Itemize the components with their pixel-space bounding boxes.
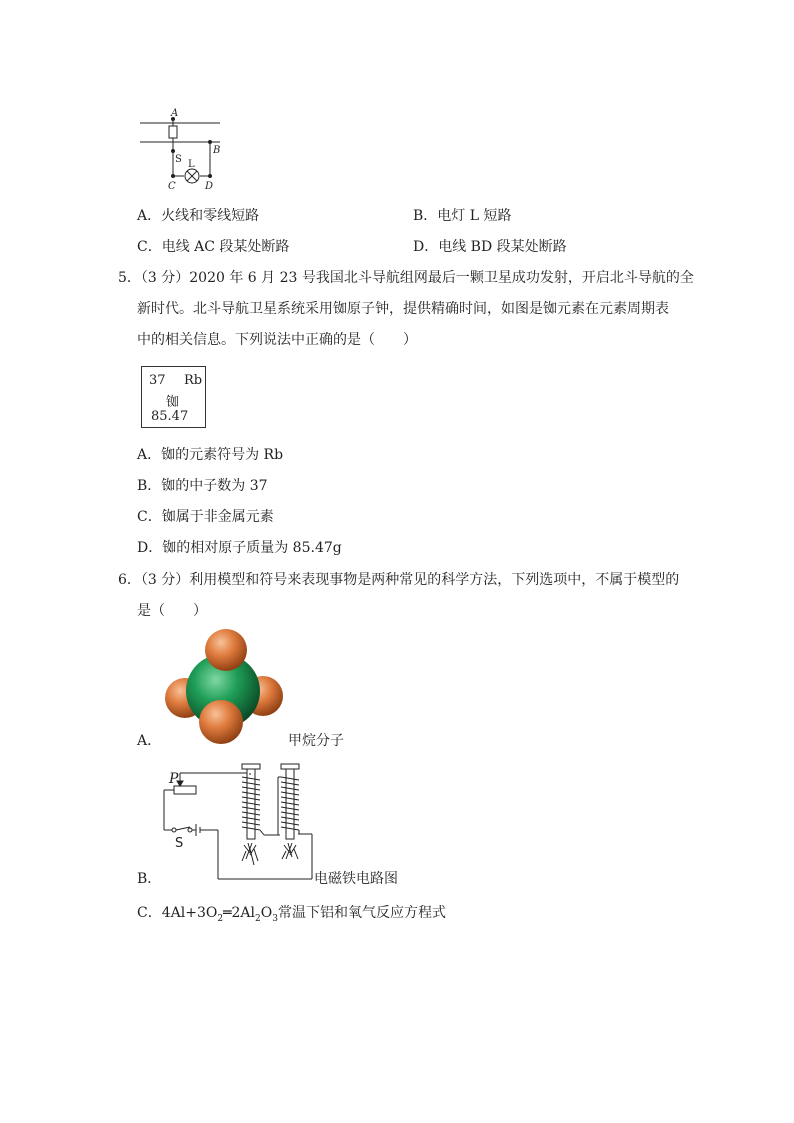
q5-option-d: D．铷的相对原子质量为 85.47g	[137, 540, 342, 556]
electromagnet-circuit-diagram	[160, 761, 320, 885]
switch-label: S	[175, 836, 184, 851]
q4-label-c: C	[168, 181, 176, 192]
q4-option-a: A．火线和零线短路	[137, 208, 260, 224]
equation-sub-1: 2	[217, 913, 224, 924]
q5-stem-line-2: 新时代。北斗导航卫星系统采用铷原子钟，提供精确时间，如图是铷元素在元素周期表	[137, 301, 669, 317]
rheostat-slider-label: P	[169, 771, 179, 787]
q4-label-d: D	[205, 181, 214, 192]
q4-label-s: S	[175, 154, 182, 165]
element-symbol: Rb	[184, 373, 203, 388]
q4-option-d: D．电线 BD 段某处断路	[413, 239, 567, 255]
element-atomic-number: 37	[149, 373, 166, 388]
q4-label-a: A	[171, 108, 179, 119]
element-name: 铷	[166, 395, 180, 410]
q4-circuit-figure	[138, 106, 228, 192]
periodic-table-cell-rb	[141, 366, 206, 428]
q5-stem-line-3: 中的相关信息。下列说法中正确的是（ ）	[137, 332, 417, 348]
q6-option-a-letter: A．	[137, 733, 162, 749]
q5-option-c: C．铷属于非金属元素	[137, 509, 274, 525]
q4-label-b: B	[213, 145, 221, 156]
equation-part-2: ═2Al	[223, 905, 256, 921]
equation-part-1: 4Al+3O	[161, 905, 218, 921]
equation-sub-2: 2	[255, 913, 261, 924]
q6-option-b-letter: B．	[137, 871, 162, 887]
element-atomic-mass: 85.47	[151, 409, 189, 424]
q6-option-c	[137, 903, 446, 929]
q6-option-b-caption: 电磁铁电路图	[314, 871, 398, 887]
q4-option-b: B．电灯 L 短路	[413, 208, 512, 224]
q5-stem-line-1: 5．（3 分）2020 年 6 月 23 号我国北斗导航组网最后一颗卫星成功发射，开启北斗导航的全	[118, 270, 694, 286]
q6-option-a-caption: 甲烷分子	[288, 733, 344, 749]
q6-stem-line-2: 是（ ）	[137, 603, 207, 619]
q6-stem-line-1: 6．（3 分）利用模型和符号来表现事物是两种常见的科学方法，下列选项中，不属于模型的	[118, 572, 680, 588]
equation-part-3: O	[260, 905, 273, 921]
equation-sub-3: 3	[272, 913, 278, 924]
q5-option-b: B．铷的中子数为 37	[137, 478, 268, 494]
q6-option-c-letter: C．	[137, 905, 162, 921]
q5-option-a: A．铷的元素符号为 Rb	[137, 447, 284, 463]
q4-label-l: L	[188, 159, 195, 170]
q4-option-c: C．电线 AC 段某处断路	[137, 239, 290, 255]
q6-option-c-caption: 常温下铝和氧气反应方程式	[277, 905, 446, 921]
methane-molecule-model	[165, 626, 285, 746]
